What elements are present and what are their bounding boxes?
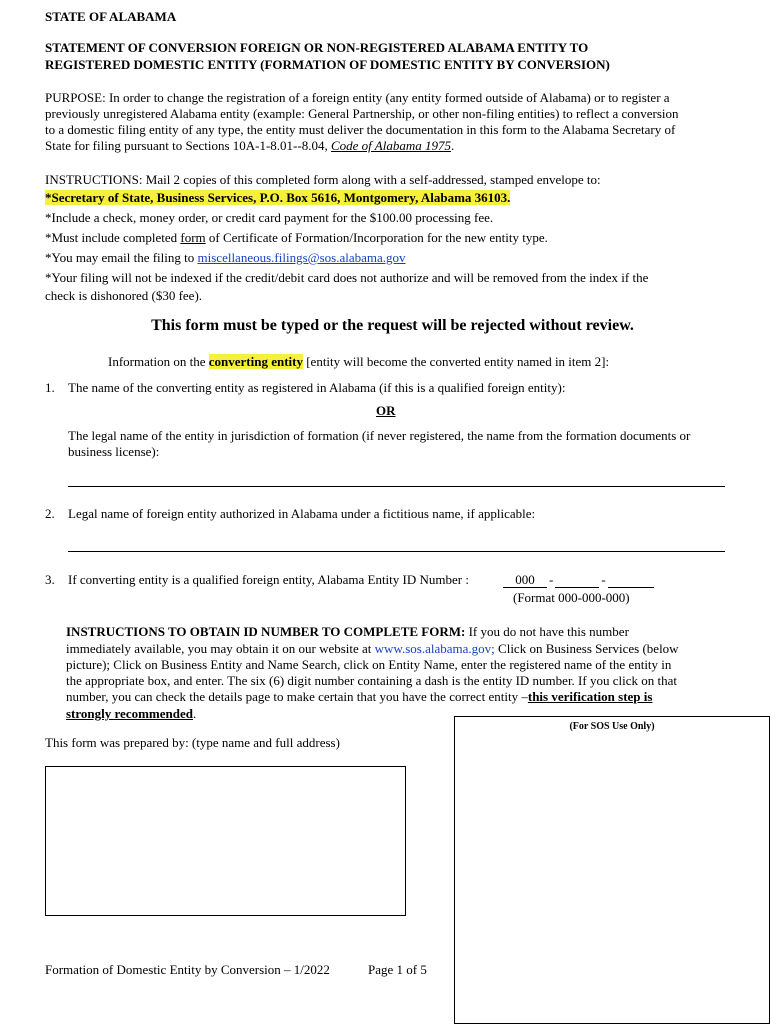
prepared-by-box[interactable] xyxy=(45,766,406,916)
info-post: [entity will become the converted entity named in item 2]: xyxy=(302,354,610,369)
entity-id-prefix: 000 xyxy=(503,573,547,588)
or-separator: OR xyxy=(376,403,396,418)
form-title-line2: REGISTERED DOMESTIC ENTITY (FORMATION OF DOMESTIC ENTITY BY CONVERSION) xyxy=(45,57,610,72)
footer-page-number: Page 1 of 5 xyxy=(368,962,427,977)
item1-label: The name of the converting entity as registered in Alabama (if this is a qualified foreign entity): xyxy=(68,380,566,395)
info-pre: Information on the xyxy=(108,354,209,369)
fee-instruction: *Include a check, money order, or credit card payment for the $100.00 processing fee. xyxy=(45,210,494,225)
form-instruction-pre: *Must include completed xyxy=(45,230,181,245)
strongly-recommended: strongly recommended xyxy=(66,706,193,721)
legal-name-label-line1: The legal name of the entity in jurisdiction of formation (if never registered, the name from the formation documents or xyxy=(68,428,691,443)
email-instruction-pre: *You may email the filing to xyxy=(45,250,198,265)
id-instructions-line2-post: Click on Business Services (below xyxy=(494,641,679,656)
fictitious-name-field[interactable] xyxy=(68,551,725,552)
id-instructions-line6 xyxy=(66,706,196,722)
entity-id-dash2: - xyxy=(601,572,606,587)
state-heading: STATE OF ALABAMA xyxy=(45,9,177,24)
item1-number: 1. xyxy=(45,380,55,395)
item3-label: If converting entity is a qualified foreign entity, Alabama Entity ID Number : xyxy=(68,572,469,587)
item2-label: Legal name of foreign entity authorized in Alabama under a fictitious name, if applicable: xyxy=(68,506,536,521)
purpose-line4 xyxy=(45,138,454,154)
email-instruction xyxy=(45,250,406,266)
footer-form-name: Formation of Domestic Entity by Conversion – 1/2022 xyxy=(45,962,330,977)
purpose-line2: previously unregistered Alabama entity (example: General Partnership, or other non-filing entities) to reflect a conversion xyxy=(45,106,679,121)
website-link[interactable]: www.sos.alabama.gov; xyxy=(374,641,495,656)
id-instructions-line4: the appropriate box, and enter. The six (6) digit number containing a dash is the entity ID number. If you click on that xyxy=(66,673,677,688)
entity-id-format: (Format 000-000-000) xyxy=(513,590,630,605)
mailing-address xyxy=(45,190,510,206)
entity-id-last-blank[interactable] xyxy=(608,573,654,588)
index-warning-line1: *Your filing will not be indexed if the credit/debit card does not authorize and will be removed from the index if the xyxy=(45,270,649,285)
prepared-by-label: This form was prepared by: (type name and full address) xyxy=(45,735,340,750)
sos-use-box xyxy=(454,716,770,1024)
index-warning-line2: check is dishonored ($30 fee). xyxy=(45,288,203,303)
typed-notice: This form must be typed or the request will be rejected without review. xyxy=(151,317,634,334)
legal-name-field[interactable] xyxy=(68,486,725,487)
id-instructions-line6-end: . xyxy=(192,706,197,721)
legal-name-label-line2: business license): xyxy=(68,444,160,459)
form-word: form xyxy=(180,230,206,245)
form-title-line1: STATEMENT OF CONVERSION FOREIGN OR NON-REGISTERED ALABAMA ENTITY TO xyxy=(45,40,589,55)
entity-id-field[interactable] xyxy=(503,572,654,588)
purpose-line1: PURPOSE: In order to change the registration of a foreign entity (any entity formed outside of Alabama) or to register a xyxy=(45,90,670,105)
id-instructions-line2-pre: immediately available, you may obtain it on our website at xyxy=(66,641,375,656)
form-instruction xyxy=(45,230,548,246)
purpose-line3: to a domestic filing entity of any type, the entity must deliver the documentation in this form to the Alabama Secretary of xyxy=(45,122,676,137)
form-instruction-post: of Certificate of Formation/Incorporation for the new entity type. xyxy=(205,230,548,245)
entity-id-middle-blank[interactable] xyxy=(555,573,599,588)
converting-entity-info xyxy=(108,354,609,370)
id-instructions-line5 xyxy=(66,689,652,705)
converting-entity-highlight: converting entity xyxy=(208,354,303,369)
sos-use-label: (For SOS Use Only) xyxy=(569,721,655,732)
id-instructions-line3: picture); Click on Business Entity and Name Search, click on Entity Name, enter the registered name of the entity in xyxy=(66,657,672,672)
id-instructions-line1-text: If you do not have this number xyxy=(465,624,629,639)
id-instructions-heading: INSTRUCTIONS TO OBTAIN ID NUMBER TO COMPLETE FORM: xyxy=(66,624,466,639)
id-instructions-line2 xyxy=(66,641,679,657)
email-link[interactable]: miscellaneous.filings@sos.alabama.gov xyxy=(197,250,406,265)
code-of-alabama: Code of Alabama 1975 xyxy=(330,138,451,153)
verification-emphasis: this verification step is xyxy=(527,689,653,704)
purpose-line4-text: State for filing pursuant to Sections 10A-1-8.01--8.04, xyxy=(45,138,331,153)
item3-number: 3. xyxy=(45,572,55,587)
id-instructions-line5-pre: number, you can check the details page to make certain that you have the correct entity – xyxy=(66,689,528,704)
entity-id-dash1: - xyxy=(549,572,554,587)
mailing-address-text: *Secretary of State, Business Services, P.O. Box 5616, Montgomery, Alabama 36103. xyxy=(45,190,511,205)
id-instructions-line1 xyxy=(66,624,629,640)
purpose-line4-end: . xyxy=(450,138,455,153)
item2-number: 2. xyxy=(45,506,55,521)
instructions-line1: INSTRUCTIONS: Mail 2 copies of this completed form along with a self-addressed, stamped envelope to: xyxy=(45,172,601,187)
